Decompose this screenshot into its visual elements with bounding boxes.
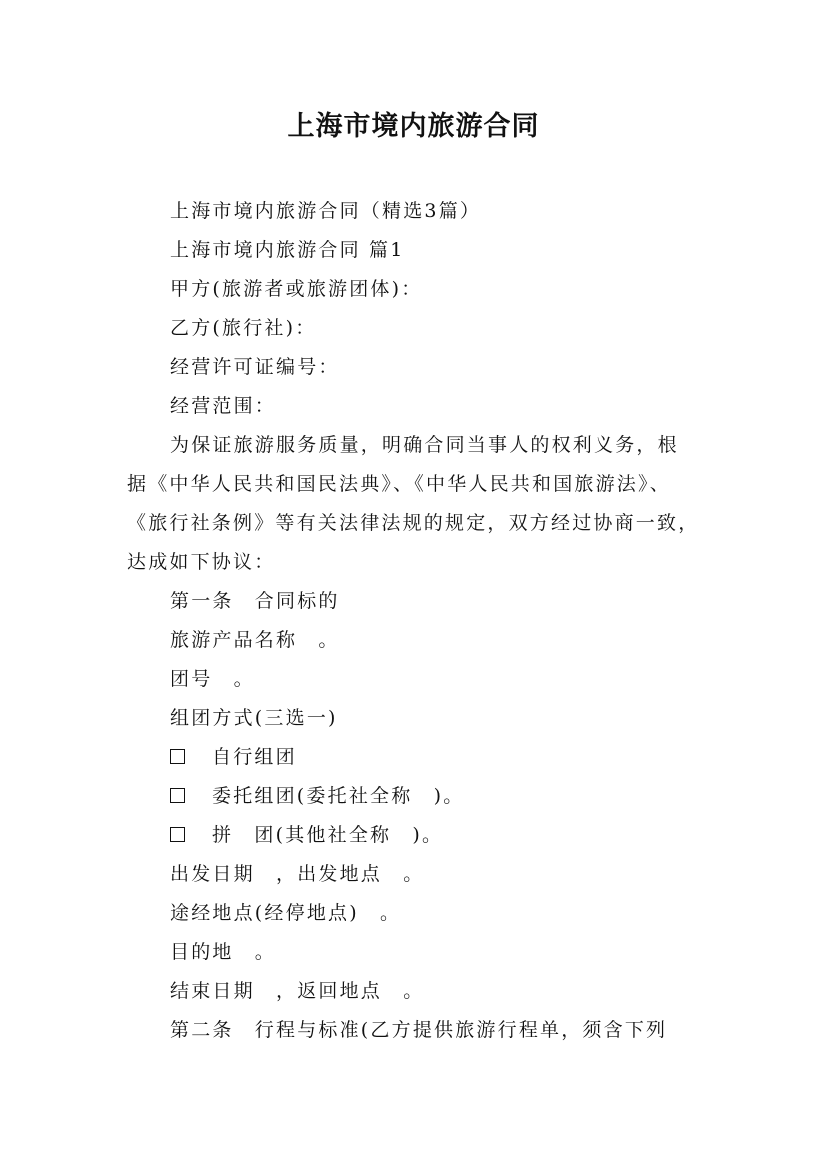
- intro-paragraph-line: 达成如下协议：: [127, 551, 276, 573]
- option-entrusted: [170, 784, 464, 808]
- group-mode-line: 组团方式(三选一): [170, 707, 338, 729]
- intro-paragraph-line: 《旅行社条例》等有关法律法规的规定，双方经过协商一致，: [127, 512, 700, 534]
- option-combined: [170, 823, 443, 847]
- document-title: 上海市境内旅游合同: [287, 111, 540, 142]
- option-label: 拼 团(其他社全称 )。: [212, 824, 444, 846]
- article-two-heading: 第二条 行程与标准(乙方提供旅游行程单，须含下列: [170, 1019, 668, 1041]
- party-b-line: 乙方(旅行社)：: [170, 317, 317, 339]
- business-scope-line: 经营范围：: [170, 395, 277, 417]
- destination-line: 目的地 。: [170, 941, 277, 963]
- checkbox-icon: [170, 827, 185, 842]
- license-number-line: 经营许可证编号：: [170, 356, 340, 378]
- intro-paragraph-line: 据《中华人民共和国民法典》、《中华人民共和国旅游法》、: [127, 473, 671, 495]
- return-line: 结束日期 ，返回地点 。: [170, 980, 425, 1002]
- article-one-heading: 第一条 合同标的: [170, 590, 340, 612]
- subtitle-line: 上海市境内旅游合同（精选3篇）: [170, 200, 482, 222]
- party-a-line: 甲方(旅游者或旅游团体)：: [170, 278, 423, 300]
- checkbox-icon: [170, 788, 185, 803]
- section-heading: 上海市境内旅游合同 篇1: [170, 239, 405, 261]
- route-line: 途经地点(经停地点) 。: [170, 902, 402, 924]
- departure-line: 出发日期 ，出发地点 。: [170, 863, 425, 885]
- product-name-line: 旅游产品名称 。: [170, 629, 340, 651]
- option-label: 委托组团(委托社全称 )。: [212, 785, 465, 807]
- intro-paragraph-line: 为保证旅游服务质量，明确合同当事人的权利义务，根: [170, 434, 679, 456]
- checkbox-icon: [170, 749, 185, 764]
- option-label: 自行组团: [212, 746, 297, 768]
- group-number-line: 团号 。: [170, 668, 255, 690]
- option-self-organized: [170, 745, 297, 769]
